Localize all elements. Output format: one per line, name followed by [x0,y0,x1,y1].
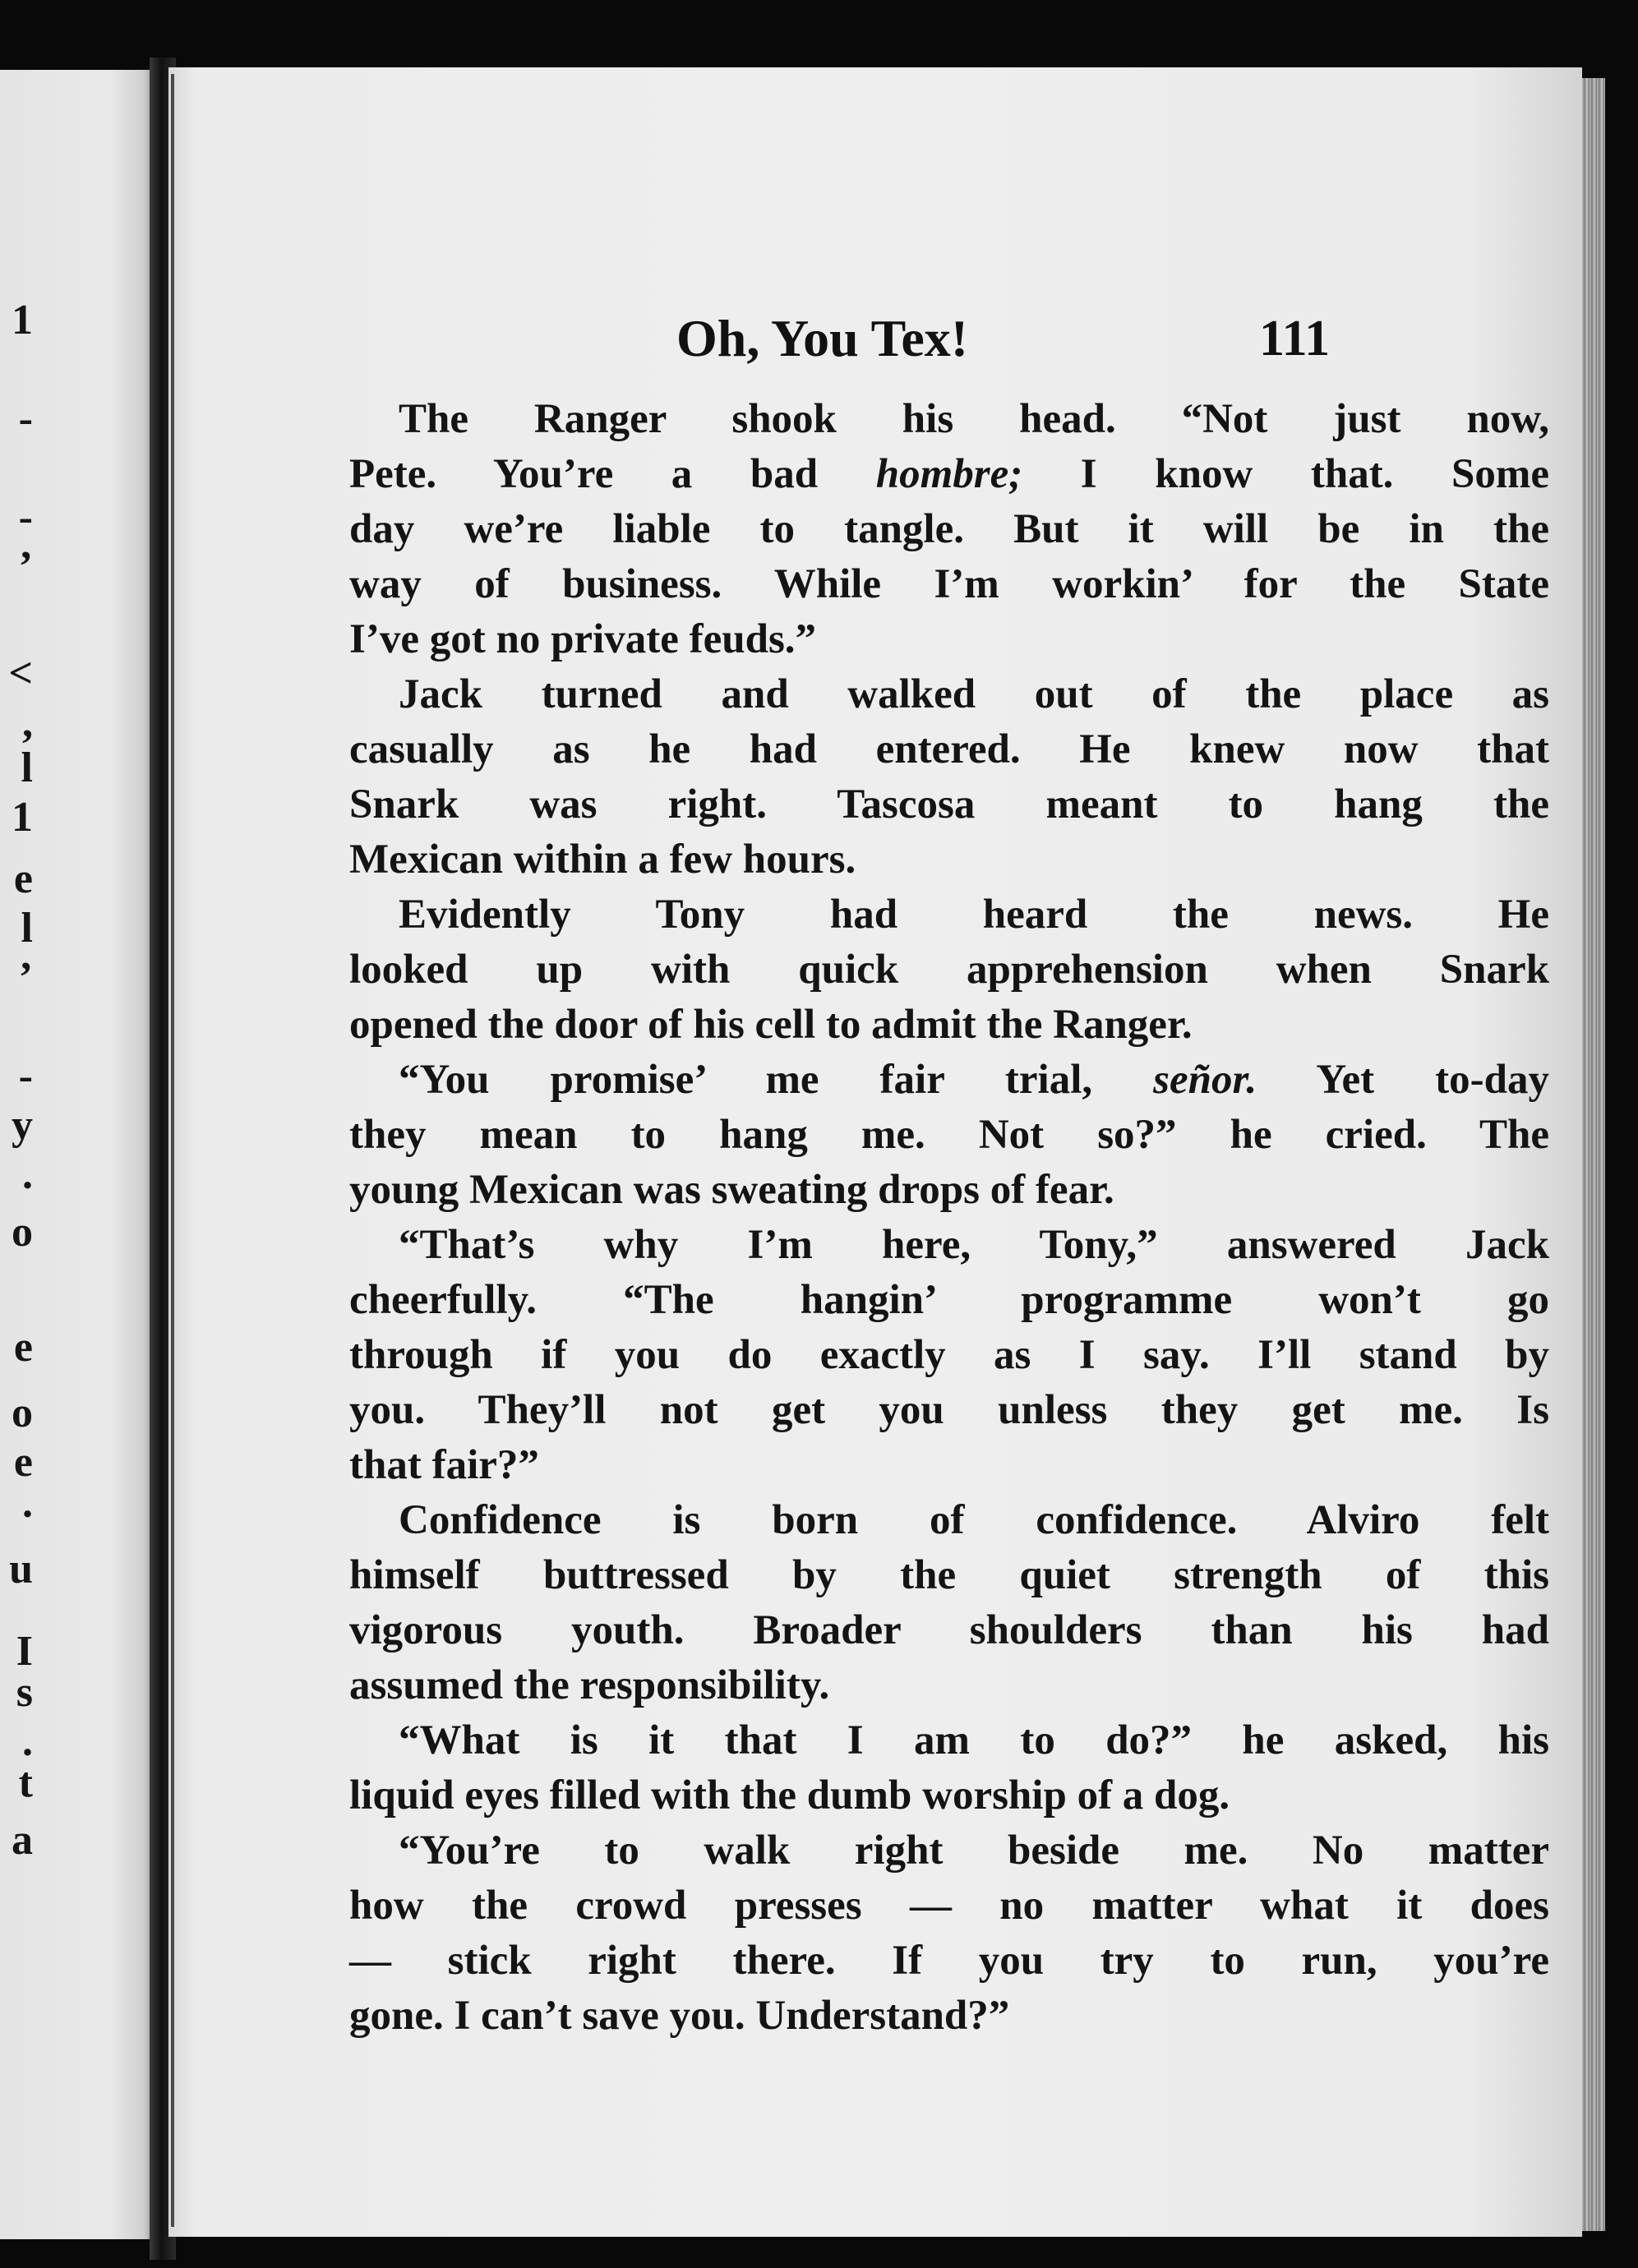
left-page-edge-char: 1 [12,794,33,841]
text-line: — stick right there. If you try to run, you’re [349,1938,1549,1984]
text-line: that fair?” [349,1442,539,1488]
left-page-edge-char: t [18,1759,33,1806]
text-line: young Mexican was sweating drops of fear. [349,1167,1114,1213]
text-line: liquid eyes filled with the dumb worship of a dog. [349,1772,1230,1819]
text-line-segment: Yet to-day [1257,1057,1549,1103]
left-page-edge-char: . [22,1718,33,1765]
left-page-edge-char: 1 [12,297,33,343]
text-line-segment: “You promise’ me fair trial, [399,1057,1154,1103]
text-line: “That’s why I’m here, Tony,” answered Jack [399,1222,1549,1268]
page-number: 111 [1259,311,1331,366]
text-line: cheerfully. “The hangin’ programme won’t go [349,1277,1549,1323]
italic-word: hombre; [875,451,1023,497]
text-line: gone. I can’t save you. Understand?” [349,1993,1010,2039]
left-page-edge-char: , [22,699,33,746]
text-line: way of business. While I’m workin’ for the State [349,561,1549,607]
page-binding-edge [171,74,174,2227]
text-line-segment: I know that. Some [1022,451,1549,497]
page-stack-edge [1582,78,1605,2231]
text-line: through if you do exactly as I say. I’ll stand by [349,1332,1549,1378]
italic-word: señor. [1153,1057,1257,1103]
text-line: you. They’ll not get you unless they get me. Is [349,1387,1549,1433]
text-line [349,447,1549,502]
left-page-edge-char: s [16,1669,33,1716]
text-line [349,1053,1549,1108]
text-line: himself buttressed by the quiet strength of this [349,1552,1549,1598]
text-line: looked up with quick apprehension when Snark [349,947,1549,993]
left-page-edge-char: I [16,1628,33,1675]
page-header [168,306,1582,380]
body-text [349,392,1549,2044]
text-line: I’ve got no private feuds.” [349,616,817,662]
text-line: Mexican within a few hours. [349,837,856,883]
left-page-edge-text [0,70,33,2239]
text-line: casually as he had entered. He knew now that [349,726,1549,772]
running-title: Oh, You Tex! [676,309,969,367]
text-line: The Ranger shook his head. “Not just now, [399,396,1549,442]
left-page-edge-char: e [13,855,33,902]
left-page-edge-char: u [9,1546,33,1593]
left-page-edge-char: l [21,905,33,952]
text-line: vigorous youth. Broader shoulders than his had [349,1607,1549,1653]
left-page-edge-char: e [13,1439,33,1486]
left-facing-page [0,70,156,2239]
left-page-edge-char: o [12,1209,33,1256]
text-line: Evidently Tony had heard the news. He [399,892,1549,938]
left-page-edge-char: o [12,1390,33,1436]
left-page-edge-char: y [12,1102,33,1149]
left-page-edge-char: e [13,1324,33,1371]
text-line: “What is it that I am to do?” he asked, his [399,1717,1549,1763]
left-page-edge-char: . [22,1151,33,1198]
text-line: they mean to hang me. Not so?” he cried. The [349,1112,1549,1158]
left-page-edge-char: l [21,744,33,791]
book-page [168,67,1582,2237]
text-line: opened the door of his cell to admit the Ranger. [349,1002,1193,1048]
left-page-edge-char: - [18,395,33,442]
text-line: Confidence is born of confidence. Alviro felt [399,1497,1549,1543]
text-line-segment: Pete. You’re a bad [349,451,876,497]
text-line: how the crowd presses — no matter what it does [349,1883,1549,1929]
left-page-edge-char: - [18,1053,33,1099]
left-page-edge-char: a [12,1817,33,1864]
text-line: Jack turned and walked out of the place as [399,671,1549,717]
left-page-edge-char: ’ [18,543,33,590]
left-page-edge-char: ’ [18,954,33,1001]
left-page-edge-char: - [18,494,33,541]
text-line: Snark was right. Tascosa meant to hang the [349,781,1549,827]
left-page-edge-char: . [22,1480,33,1527]
left-page-edge-char: < [8,650,33,697]
text-line: “You’re to walk right beside me. No matter [399,1828,1549,1874]
text-line: day we’re liable to tangle. But it will be in the [349,506,1549,552]
text-line: assumed the responsibility. [349,1662,830,1708]
